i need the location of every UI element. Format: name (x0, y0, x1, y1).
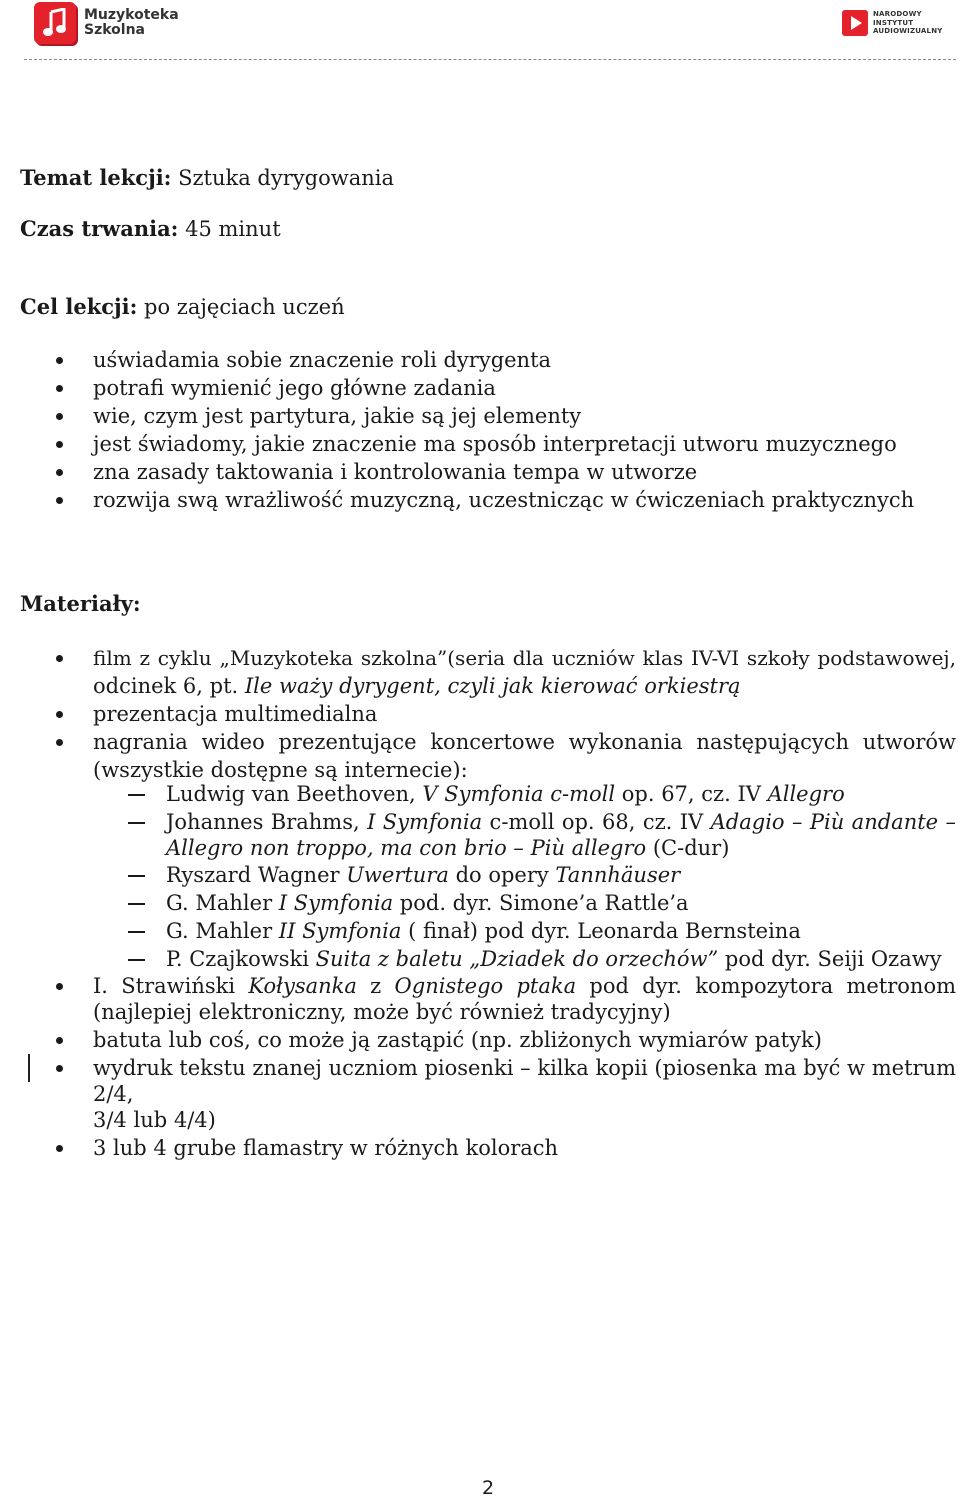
text-cursor (28, 1054, 30, 1082)
stravinsky-detail: pod dyr. kompozytora metronom (576, 974, 957, 998)
work-title: I Symfonia (278, 891, 394, 915)
stravinsky-title: Kołysanka (248, 974, 357, 998)
work-key: (C-dur) (646, 836, 730, 860)
play-icon (842, 10, 868, 36)
list-item (0, 808, 956, 861)
work-detail: pod. dyr. Simone’a Rattle’a (393, 891, 689, 915)
list-item (0, 889, 956, 917)
list-item (0, 728, 956, 784)
muzykoteka-logo (34, 2, 179, 44)
materials-heading (20, 590, 141, 618)
materials-list (0, 644, 956, 784)
stravinsky-composer: I. Strawiński (93, 974, 249, 998)
film-title: Ile waży dyrygent, czyli jak kierować orkiestrą (244, 674, 741, 698)
list-item: prezentacja multimedialna (0, 700, 956, 728)
work-movement-cont: Allegro non troppo, ma con brio – Più allegro (166, 836, 647, 860)
work-detail: c-moll op. 68, cz. IV (482, 810, 711, 834)
nina-text-line3: AUDIOWIZUALNY (873, 27, 943, 36)
works-list (0, 780, 960, 973)
film-line1: film z cyklu „Muzykoteka szkolna”(seria dla uczniów klas IV-VI szkoły podstawowej, (93, 646, 956, 670)
list-item: wie, czym jest partytura, jakie są jej elementy (0, 402, 956, 430)
list-item: uświadamia sobie znaczenie roli dyrygenta (0, 346, 956, 374)
work-composer: Ludwig van Beethoven, (166, 782, 423, 806)
topic-value: Sztuka dyrygowania (171, 166, 394, 190)
header-divider (24, 59, 956, 60)
stravinsky-z: z (356, 974, 395, 998)
video-line1: nagrania wideo prezentujące koncertowe wykonania następujących utworów (93, 730, 956, 754)
logo-text-line2: Szkolna (84, 22, 145, 38)
goals-list (0, 346, 956, 514)
work-movement: Allegro (767, 782, 845, 806)
materials-heading-label: Materiały: (20, 591, 141, 616)
lesson-goal (20, 293, 345, 321)
logo-text-line1: Muzykoteka (84, 7, 179, 23)
nina-logo (842, 10, 943, 36)
work-detail: pod dyr. Seiji Ozawy (718, 947, 942, 971)
work-title: II Symfonia (278, 919, 402, 943)
work-composer: G. Mahler (166, 919, 279, 943)
topic-label: Temat lekcji: (20, 165, 172, 190)
work-detail: ( finał) pod dyr. Leonarda Bernsteina (401, 919, 801, 943)
list-item (0, 1054, 956, 1134)
work-title: I Symfonia (367, 810, 483, 834)
work-title: Uwertura (346, 863, 449, 887)
list-item (0, 945, 956, 973)
work-detail: do opery (448, 863, 556, 887)
goal-label: Cel lekcji: (20, 294, 138, 319)
list-item (0, 861, 956, 889)
list-item (0, 917, 956, 945)
work-title: V Symfonia c-moll (422, 782, 616, 806)
list-item (0, 644, 956, 700)
duration-value: 45 minut (178, 217, 281, 241)
page-header (0, 0, 960, 60)
list-item: 3 lub 4 grube flamastry w różnych kolorach (0, 1134, 956, 1162)
goal-value: po zajęciach uczeń (137, 295, 345, 319)
work-composer: Ryszard Wagner (166, 863, 347, 887)
list-item: zna zasady taktowania i kontrolowania tempa w utworze (0, 458, 956, 486)
video-line2: (wszystkie dostępne są internecie): (93, 758, 468, 782)
printout-line2: 3/4 lub 4/4) (93, 1108, 216, 1132)
nina-text-line1: NARODOWY (873, 10, 922, 19)
list-item: rozwija swą wrażliwość muzyczną, uczestnicząc w ćwiczeniach praktycznych (0, 486, 956, 514)
lesson-duration (20, 215, 281, 243)
work-composer: P. Czajkowski (166, 947, 316, 971)
nina-text-line2: INSTYTUT (873, 18, 914, 27)
work-detail: op. 67, cz. IV (615, 782, 768, 806)
printout-line1: wydruk tekstu znanej uczniom piosenki – kilka kopii (piosenka ma być w metrum 2/4, (93, 1056, 956, 1106)
list-item: batuta lub coś, co może ją zastąpić (np. zbliżonych wymiarów patyk) (0, 1026, 956, 1054)
work-composer: G. Mahler (166, 891, 279, 915)
duration-label: Czas trwania: (20, 216, 179, 241)
metronom-note: (najlepiej elektroniczny, może być również tradycyjny) (93, 1000, 671, 1024)
lesson-topic (20, 164, 394, 192)
film-line2-plain: odcinek 6, pt. (93, 674, 245, 698)
list-item: jest świadomy, jakie znaczenie ma sposób interpretacji utworu muzycznego (0, 430, 956, 458)
materials-list-cont (0, 972, 956, 1162)
stravinsky-ballet: Ognistego ptaka (394, 974, 577, 998)
work-movement: Adagio – Più andante – (710, 810, 956, 834)
page-number: 2 (481, 1477, 495, 1499)
work-opera: Tannhäuser (555, 863, 681, 887)
work-composer: Johannes Brahms, (166, 810, 368, 834)
music-note-icon (34, 2, 76, 44)
list-item (0, 780, 956, 808)
list-item: potrafi wymienić jego główne zadania (0, 374, 956, 402)
work-title: Suita z baletu „Dziadek do orzechów” (315, 947, 719, 971)
list-item (0, 972, 956, 1026)
